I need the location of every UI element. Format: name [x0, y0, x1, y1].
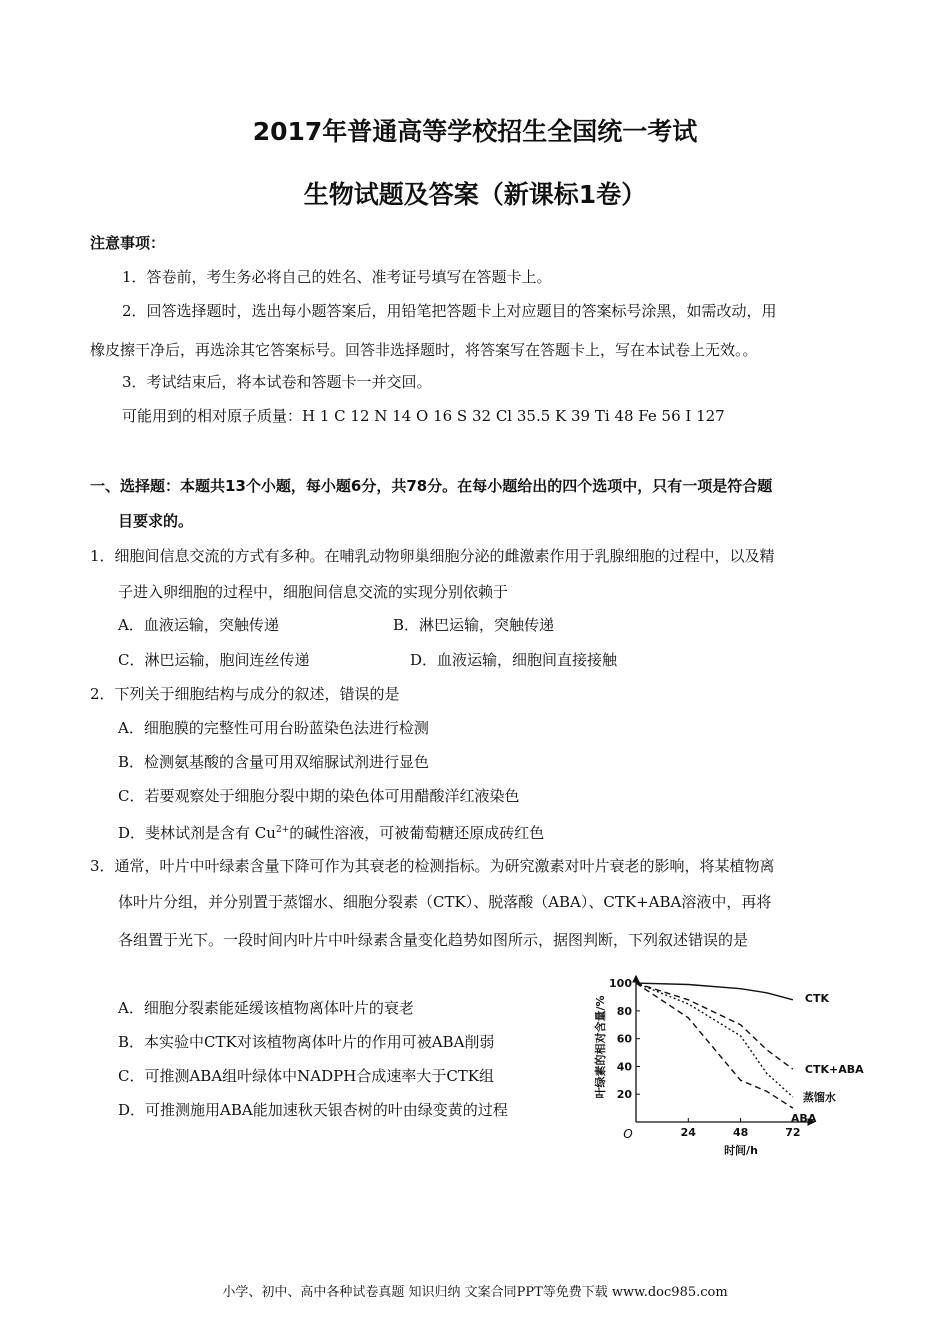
- x-tick-label: 24: [680, 1126, 696, 1139]
- question-1-stem-continued: 子进入卵细胞的过程中，细胞间信息交流的实现分别依赖于: [118, 583, 509, 601]
- superscript-charge: 2+: [275, 825, 290, 835]
- x-tick-label: 72: [785, 1126, 801, 1139]
- question-3-stem-continued: 各组置于光下。一段时间内叶片中叶绿素含量变化趋势如图所示，据图判断，下列叙述错误的是: [118, 931, 749, 949]
- question-2-option-a: A．细胞膜的完整性可用台盼蓝染色法进行检测: [118, 719, 429, 737]
- note-item-continued: 橡皮擦干净后，再选涂其它答案标号。回答非选择题时，将答案写在答题卡上，写在本试卷上无效。。: [90, 341, 758, 359]
- series-line-ctk-aba: [636, 983, 793, 1069]
- question-2-stem: 2．下列关于细胞结构与成分的叙述，错误的是: [90, 685, 400, 703]
- origin-label: O: [623, 1127, 633, 1141]
- option-d-text-end: 的碱性溶液，可被葡萄糖还原成砖红色: [289, 824, 545, 842]
- question-1-option-c: C．淋巴运输，胞间连丝传递: [118, 651, 310, 669]
- notes-heading: 注意事项：: [90, 234, 166, 252]
- y-tick-label: 100: [609, 977, 632, 991]
- series-line-distilled-water: [636, 983, 793, 1097]
- chlorophyll-line-chart: [586, 972, 864, 1172]
- document-title: 2017年普通高等学校招生全国统一考试: [252, 117, 698, 146]
- question-2-option-d: [118, 820, 544, 843]
- question-3-stem: 3．通常，叶片中叶绿素含量下降可作为其衰老的检测指标。为研究激素对叶片衰老的影响，将某植物离: [90, 857, 775, 875]
- question-3-option-c: C．可推测ABA组叶绿体中NADPH合成速率大于CTK组: [118, 1067, 495, 1085]
- series-label-ctk: CTK: [804, 991, 830, 1005]
- y-tick-label: 40: [616, 1060, 632, 1074]
- series-line-ctk: [636, 983, 793, 1000]
- series-label-distilled-water: 蒸馏水: [802, 1091, 836, 1104]
- question-3-option-b: B．本实验中CTK对该植物离体叶片的作用可被ABA削弱: [118, 1033, 495, 1051]
- note-item: 3．考试结束后，将本试卷和答题卡一并交回。: [122, 373, 432, 391]
- y-tick-label: 80: [616, 1004, 632, 1018]
- question-2-option-b: B．检测氨基酸的含量可用双缩脲试剂进行显色: [118, 753, 430, 771]
- question-1-option-a: A．血液运输，突触传递: [118, 616, 279, 634]
- series-line-aba: [636, 983, 793, 1108]
- question-1-option-b: B．淋巴运输，突触传递: [393, 616, 555, 634]
- section-heading-continued: 目要求的。: [118, 512, 194, 530]
- question-1-option-d: D．血液运输，细胞间直接接触: [410, 651, 618, 669]
- series-label-ctk-aba: CTK+ABA: [804, 1063, 864, 1077]
- y-tick-label: 20: [616, 1088, 632, 1102]
- y-axis-label: 叶绿素的相对含量/%: [594, 995, 607, 1099]
- y-tick-label: 60: [616, 1032, 632, 1046]
- footer-text: 小学、初中、高中各种试卷真题 知识归纳 文案合同PPT等免费下载 www.doc985.com: [222, 1285, 728, 1300]
- note-item: 2．回答选择题时，选出每小题答案后，用铅笔把答题卡上对应题目的答案标号涂黑，如需改动，用: [122, 302, 777, 320]
- question-1-stem: 1．细胞间信息交流的方式有多种。在哺乳动物卵巢细胞分泌的雌激素作用于乳腺细胞的过程中，以及精: [90, 547, 775, 565]
- question-3-stem-continued: 体叶片分组，并分别置于蒸馏水、细胞分裂素（CTK）、脱落酸（ABA）、CTK+ABA溶液中，再将: [118, 893, 772, 911]
- question-2-option-c: C．若要观察处于细胞分裂中期的染色体可用醋酸洋红液染色: [118, 787, 520, 805]
- document-subtitle: 生物试题及答案（新课标1卷）: [303, 180, 647, 209]
- question-3-option-d: D．可推测施用ABA能加速秋天银杏树的叶由绿变黄的过程: [118, 1101, 508, 1119]
- section-heading: 一、选择题：本题共13个小题，每小题6分，共78分。在每小题给出的四个选项中，只有一项是符合题: [90, 477, 773, 495]
- x-axis-label: 时间/h: [724, 1144, 758, 1157]
- question-3-option-a: A．细胞分裂素能延缓该植物离体叶片的衰老: [118, 999, 414, 1017]
- x-tick-label: 48: [732, 1126, 749, 1139]
- atomic-mass-line: 可能用到的相对原子质量：H 1 C 12 N 14 O 16 S 32 Cl 35.5 K 39 Ti 48 Fe 56 I 127: [122, 407, 725, 425]
- option-d-text: D．斐林试剂是含有 Cu: [118, 824, 276, 842]
- series-label-aba: ABA: [790, 1112, 817, 1126]
- note-item: 1．答卷前，考生务必将自己的姓名、准考证号填写在答题卡上。: [122, 268, 552, 286]
